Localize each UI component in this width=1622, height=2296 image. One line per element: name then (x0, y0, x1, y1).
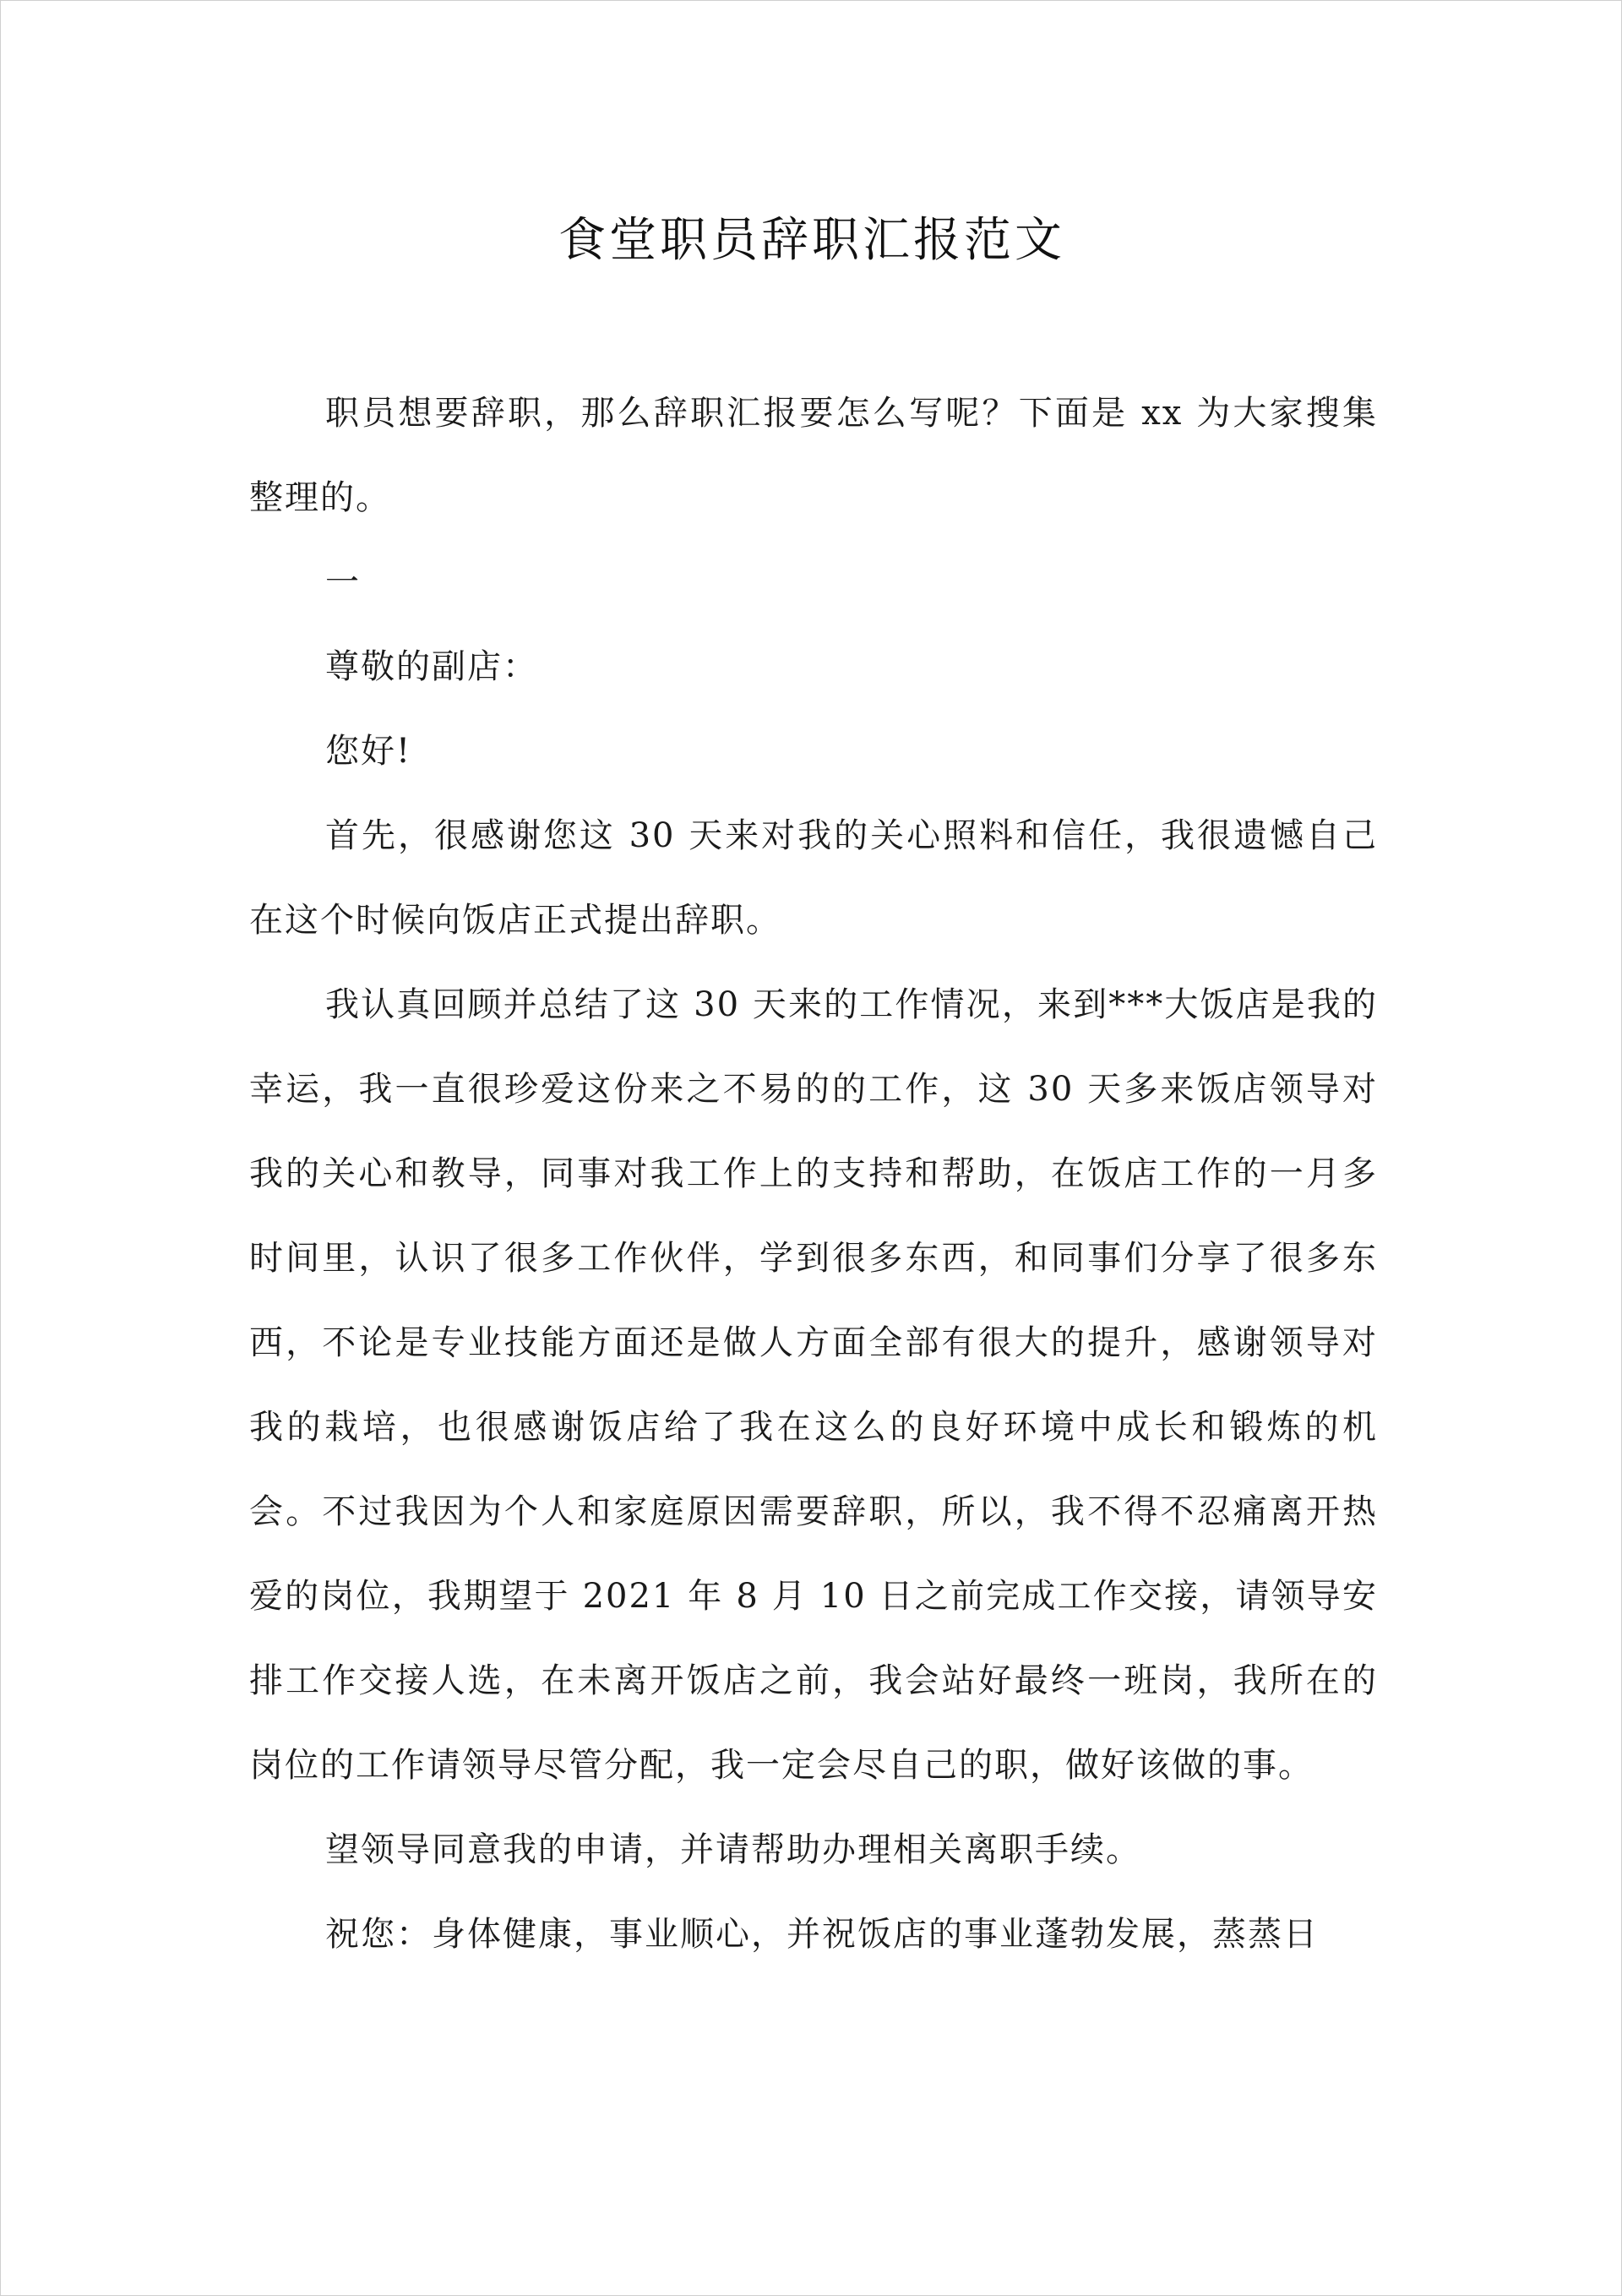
paragraph-intro: 职员想要辞职，那么辞职汇报要怎么写呢？下面是 xx 为大家搜集整理的。 (249, 394, 1378, 517)
paragraph-greeting: 您好! (325, 732, 412, 771)
paragraph-wishes: 祝您：身体健康，事业顺心，并祝饭店的事业蓬勃发展，蒸蒸日 (325, 1915, 1319, 1954)
paragraph-section-number: 一 (325, 563, 361, 602)
paragraph-main: 我认真回顾并总结了这 30 天来的工作情况，来到***大饭店是我的幸运，我一直很珍爱这份来之不易的的工作，这 30 天多来饭店领导对我的关心和教导，同事对我工作上的支持和帮助，在饭店工作的一月多时间里，认识了很多工作伙伴，学到很多东西，和同事们分享了很多东西，不论是专业技能方面还是做人方面全部有很大的提升，感谢领导对我的栽培，也很感谢饭店给了我在这么的良好环境中成长和锻炼的机会。不过我因为个人和家庭原因需要辞职，所以，我不得不忍痛离开热爱的岗位，我期望于 2021 年 8 月 10 日之前完成工作交接，请领导安排工作交接人选，在未离开饭店之前，我会站好最终一班岗，我所在的岗位的工作请领导尽管分配，我一定会尽自己的职，做好该做的事。 (249, 985, 1378, 1785)
document-body (249, 371, 1378, 1977)
paragraph-request: 望领导同意我的申请，并请帮助办理相关离职手续。 (325, 1830, 1141, 1869)
document-title: 食堂职员辞职汇报范文 (558, 213, 1065, 268)
paragraph-opening: 首先，很感谢您这 30 天来对我的关心照料和信任，我很遗憾自己在这个时候向饭店正式提出辞职。 (249, 816, 1378, 940)
paragraph-salutation: 尊敬的副店： (325, 647, 538, 686)
